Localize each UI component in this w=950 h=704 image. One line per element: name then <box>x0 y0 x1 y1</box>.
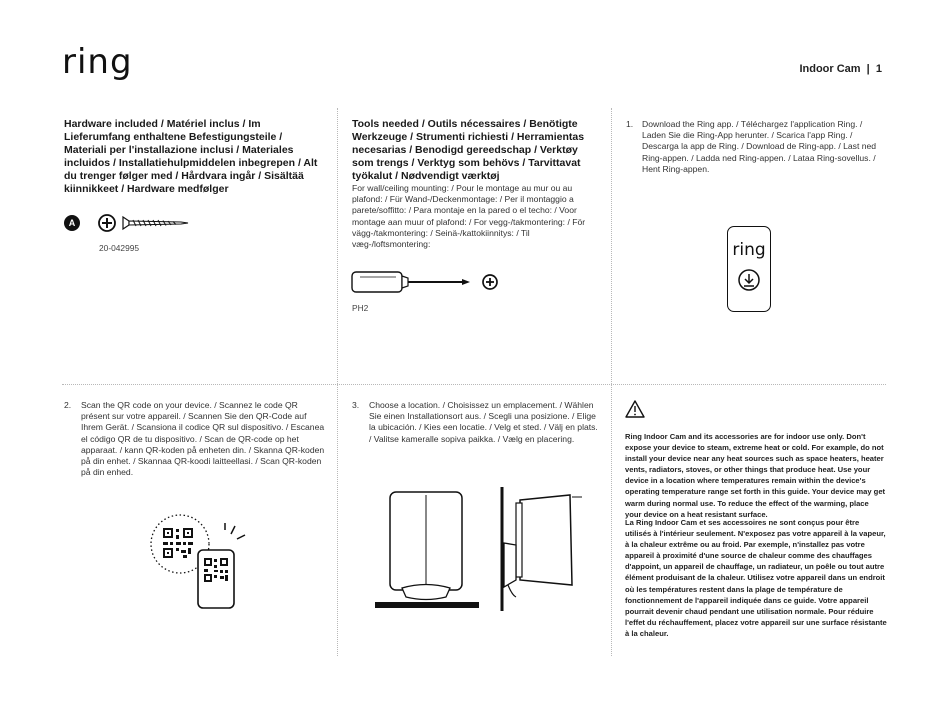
app-ring-logo: ring <box>732 240 766 260</box>
warning-icon <box>625 400 645 418</box>
ring-logo: ring <box>62 42 133 82</box>
warning-text-en: Ring Indoor Cam and its accessories are for indoor use only. Don't expose your device to steam, extreme heat or cold. For example, do not install your device near any heat sources such as space heaters, heater vents, radiators, stoves, or other things that produce heat. Use your device in a location where temperatures remain within the device's operating temperature range set forth in this guide. Your device may get warm during normal use. To reduce the effect of the warming, place your device on a heat resistant surface. <box>625 432 886 519</box>
hardware-badge: A <box>64 215 80 231</box>
tools-body: For wall/ceiling mounting: / Pour le montage au mur ou au plafond: / Für Wand-/Deckenmontage: / Per il montaggio a parete/soffitto: / Para montaje en la pared o el techo: / Voor montage aan muur of plafond: / For vegg-/takmontering: / För vägg-/takmontering: / Seinä-/kattokiinnitys: / Til væg-/loftsmontering: <box>352 183 586 250</box>
warning-text-fr: La Ring Indoor Cam et ses accessoires ne sont conçus pour être utilisés à l'intérieur seulement. N'exposez pas votre appareil à la vapeur, à la chaleur extrême ou au froid. Par exemple, n'installez pas votre appareil à proximité d'une source de chaleur comme des chauffages d'appoint, un appareil de chauffage, un radiateur, un poêle ou tout autre élément produisant de la chaleur. Utilisez votre appareil dans un endroit où les températures restent dans la plage de température de fonctionnement de l'appareil indiquée dans ce guide. Votre appareil pourrait devenir chaud pendant une utilisation normale. Pour réduire l'effet du réchauffement, placez votre appareil sur une surface résistante à la chaleur. <box>625 518 887 638</box>
screw-icon <box>96 212 192 234</box>
qr-scan-illustration <box>145 510 255 610</box>
hardware-sku: 20-042995 <box>99 243 140 253</box>
tool-label: PH2 <box>352 303 369 313</box>
column-divider <box>611 108 612 656</box>
step2-number: 2. <box>64 400 72 410</box>
hardware-title: Hardware included / Matériel inclus / Im Lieferumfang enthaltene Befestigungsteile / Materiali per l'installazione inclusi / Materiales incluidos / Installatiehulpmiddelen inbegrepen / Alt du trenger følger med / Hårdvara ingår / Sisältää kiinnikkeet / Hardware medfølger <box>64 118 318 195</box>
phone-app-icon <box>727 226 771 312</box>
step3-text: Choose a location. / Choisissez un emplacement. / Wählen Sie einen Installationsort aus. / Scegli una posizione. / Elige la ubicación. / Kies een locatie. / Velg et sted. / Välj en plats. / Valitse kameralle sopiva paikka. / Vælg en placering. <box>369 400 598 444</box>
column-divider <box>337 108 338 656</box>
step1-number: 1. <box>626 119 634 129</box>
row-divider <box>62 384 886 385</box>
tools-title: Tools needed / Outils nécessaires / Benötigte Werkzeuge / Strumenti richiesti / Herramientas necesarias / Benodigd gereedschap / Verktøy som trengs / Verktyg som behövs / Tarvittavat työkalut / Nødvendigt værktøj <box>352 118 585 182</box>
screwdriver-icon <box>350 268 502 296</box>
page-info: Indoor Cam | 1 <box>799 63 882 75</box>
camera-placement-illustration <box>372 485 592 615</box>
step2-text: Scan the QR code on your device. / Scannez le code QR présent sur votre appareil. / Scannen Sie den QR-Code auf Ihrem Gerät. / Scansiona il codice QR sul dispositivo. / Escanea el código QR de tu dispositivo. / Scan de QR-code op het apparaat. / kann QR-koden på enheten din. / Skanna QR-koden på din enhet. / Skannaa QR-koodi laitteellasi. / Scan QR-koden på din enhed. <box>81 400 325 478</box>
step1-text: Download the Ring app. / Téléchargez l'application Ring. / Laden Sie die Ring-App herunter. / Scarica l'app Ring. / Descarga la app de Ring. / Download de Ring-app. / Last ned Ring-appen. / Ladda ned Ring-appen. / Lataa Ring-sovellus. / Hent Ring-appen. <box>642 119 877 174</box>
download-icon <box>737 268 761 292</box>
step3-number: 3. <box>352 400 360 410</box>
